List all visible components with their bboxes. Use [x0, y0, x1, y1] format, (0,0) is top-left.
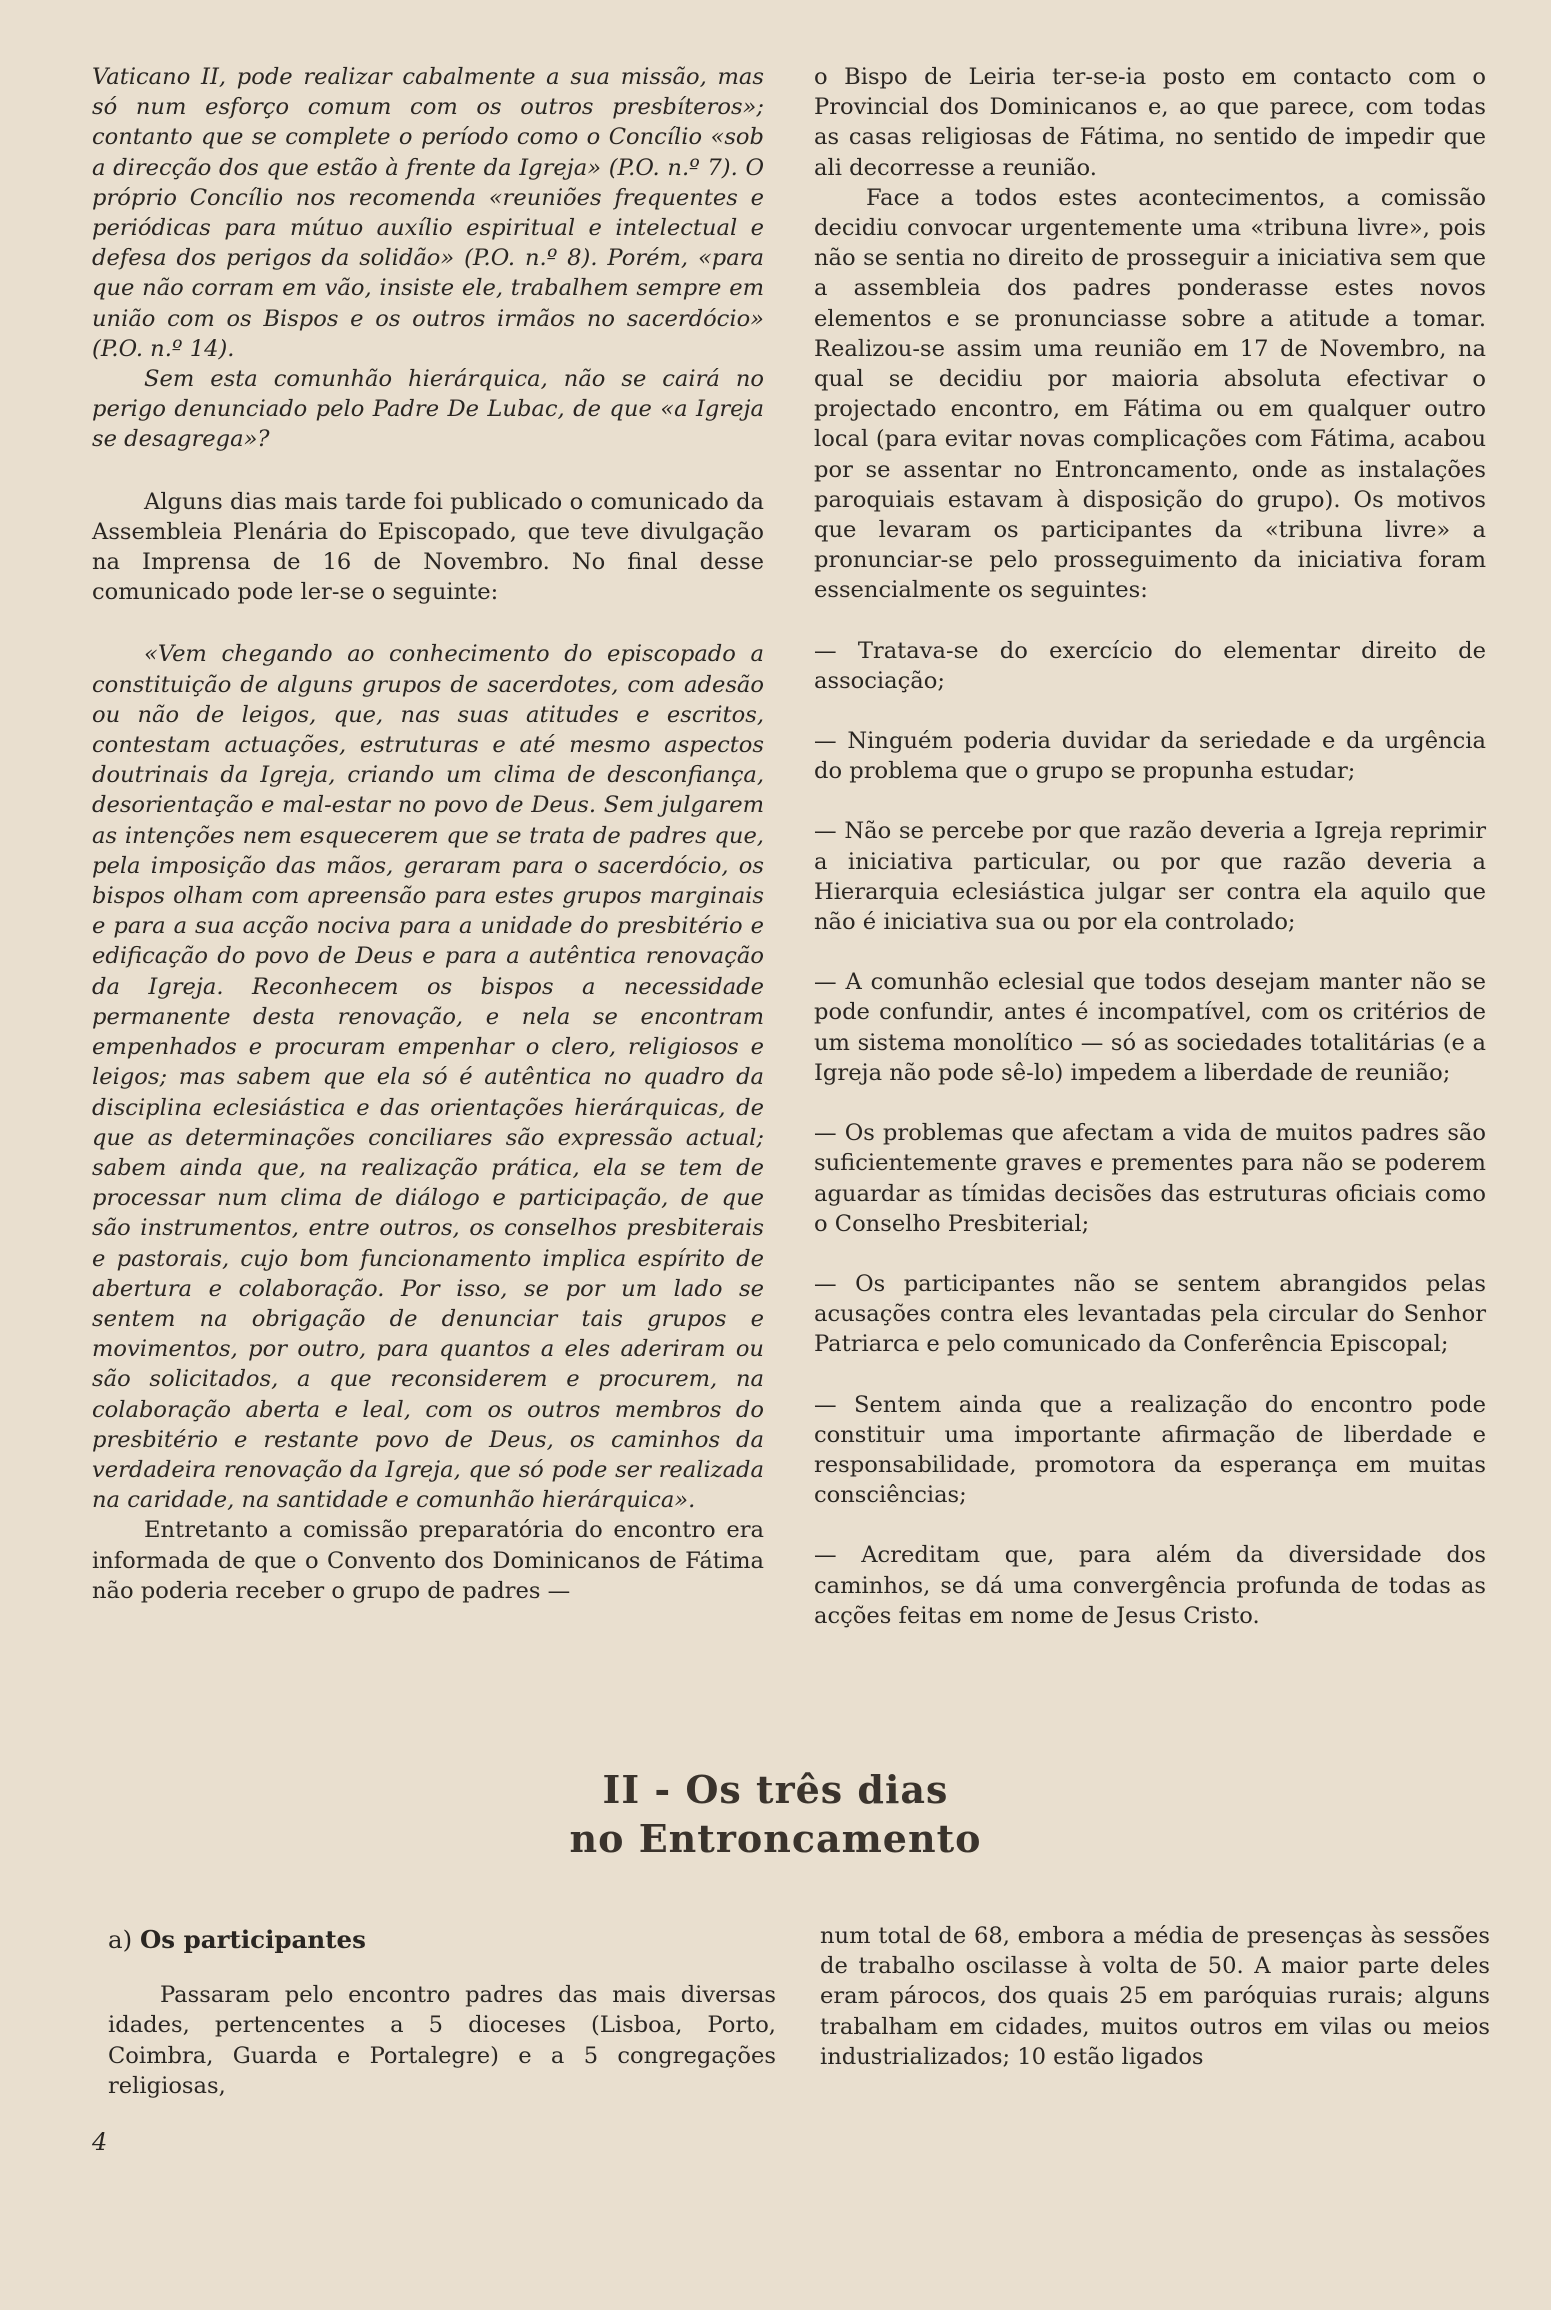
- section-title: [0, 1765, 1551, 1863]
- left-column: [92, 62, 764, 1606]
- section-title-line-2: no Entroncamento: [569, 1816, 982, 1861]
- reason-item: — Sentem ainda que a realização do encontro pode constituir uma importante afirmação de liberdade e responsabilidade, promotora da esperança em muitas consciências;: [814, 1391, 1486, 1509]
- participants-left-column: [108, 1925, 776, 2101]
- participants-paragraph-continuation: num total de 68, embora a média de presenças às sessões de trabalho oscilasse à volta de 50. A maior parte deles eram párocos, dos quais 25 em paróquias rurais; alguns trabalham em cidades, muitos outros em vilas ou meios industrializados; 10 estão ligados: [820, 1923, 1490, 2070]
- meanwhile-paragraph: Entretanto a comissão preparatória do encontro era informada de que o Convento dos Dominicanos de Fátima não poderia receber o grupo de padres —: [92, 1517, 764, 1604]
- subsection-heading: [108, 1925, 776, 1955]
- reason-item: — A comunhão eclesial que todos desejam manter não se pode confundir, antes é incompatível, com os critérios de um sistema monolítico — só as sociedades totalitárias (e a Igreja não pode sê-lo) impedem a liberdade de reunião;: [814, 969, 1486, 1086]
- subsection-label: Os participantes: [139, 1925, 366, 1954]
- reason-item: — Não se percebe por que razão deveria a Igreja reprimir a iniciativa particular, ou por que razão deveria a Hierarquia eclesiástica julgar ser contra ela aquilo que não é iniciativa sua ou por ela controlado;: [814, 818, 1486, 936]
- participants-right-column: [820, 1921, 1490, 2072]
- subsection-prefix: a): [108, 1925, 133, 1954]
- reason-item: — Os participantes não se sentem abrangidos pelas acusações contra eles levantadas pela circular do Senhor Patriarca e pelo comunicado da Conferência Episcopal;: [814, 1270, 1486, 1358]
- communique-quote: «Vem chegando ao conhecimento do episcopado a constituição de alguns grupos de sacerdotes, com adesão ou não de leigos, que, nas suas atitudes e escritos, contestam actuações, estruturas e até mesmo aspectos doutrinais da Igreja, criando um clima de desconfiança, desorientação e mal-estar no povo de Deus. Sem julgarem as intenções nem esquecerem que se trata de padres que, pela imposição das mãos, geraram para o sacerdócio, os bispos olham com apreensão para estes grupos marginais e para a sua acção nociva para a unidade do presbitério e edificação do povo de Deus e para a autêntica renovação da Igreja. Reconhecem os bispos a necessidade permanente desta renovação, e nela se encontram empenhados e procuram empenhar o clero, religiosos e leigos; mas sabem que ela só é autêntica no quadro da disciplina eclesiástica e das orientações hierárquicas, de que as determinações conciliares são expressão actual; sabem ainda que, na realização prática, ela se tem de processar num clima de diálogo e participação, de que são instrumentos, entre outros, os conselhos presbiterais e pastorais, cujo bom funcionamento implica espírito de abertura e colaboração. Por isso, se por um lado se sentem na obrigação de denunciar tais grupos e movimentos, por outro, para quantos a eles aderiram ou são solicitados, a que reconsiderem e procurem, na colaboração aberta e leal, com os outros membros do presbitério e restante povo de Deus, os caminhos da verdadeira renovação da Igreja, que só pode ser realizada na caridade, na santidade e comunhão hierárquica».: [92, 641, 764, 1514]
- participants-paragraph-start: Passaram pelo encontro padres das mais diversas idades, pertencentes a 5 dioceses (Lisboa, Porto, Coimbra, Guarda e Portalegre) e a 5 congregações religiosas,: [108, 1982, 776, 2099]
- intro-paragraph: Alguns dias mais tarde foi publicado o comunicado da Assembleia Plenária do Episcopado, que teve divulgação na Imprensa de 16 de Novembro. No final desse comunicado pode ler-se o seguinte:: [92, 488, 764, 606]
- reason-item: — Acreditam que, para além da diversidade dos caminhos, se dá uma convergência profunda de todas as acções feitas em nome de Jesus Cristo.: [814, 1542, 1486, 1629]
- reason-item: — Ninguém poderia duvidar da seriedade e da urgência do problema que o grupo se propunha estudar;: [814, 728, 1486, 785]
- decision-paragraph: Face a todos estes acontecimentos, a comissão decidiu convocar urgentemente uma «tribuna livre», pois não se sentia no direito de prosseguir a iniciativa sem que a assembleia dos padres ponderasse estes novos elementos e se pronunciasse sobre a atitude a tomar. Realizou-se assim uma reunião em 17 de Novembro, na qual se decidiu por maioria absoluta efectivar o projectado encontro, em Fátima ou em qualquer outro local (para evitar novas complicações com Fátima, acabou por se assentar no Entroncamento, onde as instalações paroquiais estavam à disposição do grupo). Os motivos que levaram os participantes da «tribuna livre» a pronunciar-se pelo prosseguimento da iniciativa foram essencialmente os seguintes:: [814, 184, 1486, 604]
- page-number: 4: [92, 2128, 108, 2156]
- reason-item: — Os problemas que afectam a vida de muitos padres são suficientemente graves e prementes para não se poderem aguardar as tímidas decisões das estruturas oficiais como o Conselho Presbiterial;: [814, 1120, 1486, 1237]
- section-title-line-1: II - Os três dias: [602, 1767, 949, 1812]
- right-column: [814, 62, 1486, 1631]
- quote-paragraph-2: Sem esta comunhão hierárquica, não se cairá no perigo denunciado pelo Padre De Lubac, de que «a Igreja se desagrega»?: [92, 366, 764, 453]
- continuation-paragraph: o Bispo de Leiria ter-se-ia posto em contacto com o Provincial dos Dominicanos e, ao que parece, com todas as casas religiosas de Fátima, no sentido de impedir que ali decorresse a reunião.: [814, 64, 1486, 181]
- quote-paragraph-1: Vaticano II, pode realizar cabalmente a sua missão, mas só num esforço comum com os outros presbíteros»; contanto que se complete o período como o Concílio «sob a direcção dos que estão à frente da Igreja» (P.O. n.º 7). O próprio Concílio nos recomenda «reuniões frequentes e periódicas para mútuo auxílio espiritual e intelectual e defesa dos perigos da solidão» (P.O. n.º 8). Porém, «para que não corram em vão, insiste ele, trabalhem sempre em união com os Bispos e os outros irmãos no sacerdócio» (P.O. n.º 14).: [92, 64, 764, 362]
- reason-item: — Tratava-se do exercício do elementar direito de associação;: [814, 637, 1486, 694]
